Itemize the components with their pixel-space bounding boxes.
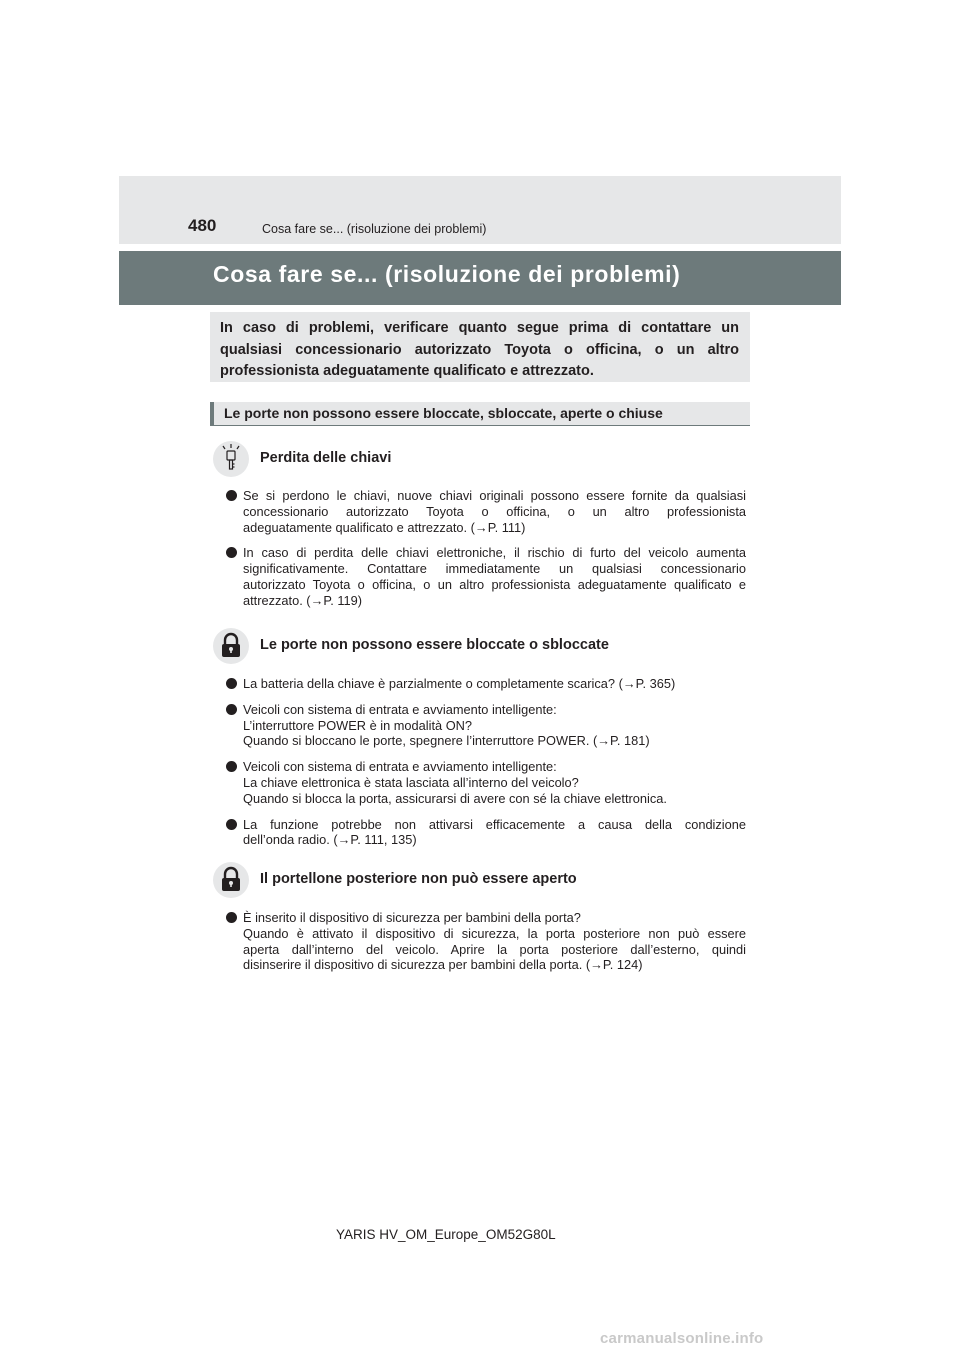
list-item: È inserito il dispositivo di sicurezza per bambini della porta? Quando è attivato il dispositivo di sicurezza, la porta posteriore non può essere aperta dall’interno del veicolo. Aprire la porta posteriore dall’esterno, quindi disinserire il dispositivo di sicurezza per bambini della porta. (→P. 124) xyxy=(226,910,746,973)
page-number: 480 xyxy=(188,216,217,235)
section-heading xyxy=(210,402,750,426)
section-heading-text: Le porte non possono essere bloccate, sbloccate, aperte o chiuse xyxy=(224,405,663,421)
bullet-list-tailgate xyxy=(226,910,746,983)
list-item: Veicoli con sistema di entrata e avviamento intelligente: L’interruttore POWER è in modalità ON? Quando si bloccano le porte, spegnere l’interruttore POWER. (→P. 181) xyxy=(226,702,746,749)
subsection-lost-keys xyxy=(212,440,752,480)
subsection-title: Perdita delle chiavi xyxy=(260,450,392,466)
list-item: La batteria della chiave è parzialmente o completamente scarica? (→P. 365) xyxy=(226,676,746,692)
bullet-list-lost-keys xyxy=(226,488,746,619)
running-head: Cosa fare se... (risoluzione dei problemi) xyxy=(262,222,487,236)
bullet-icon xyxy=(226,819,237,830)
bullet-icon xyxy=(226,704,237,715)
subsection-tailgate xyxy=(212,861,752,901)
padlock-icon xyxy=(212,627,250,665)
bullet-icon xyxy=(226,912,237,923)
list-item: La funzione potrebbe non attivarsi efficacemente a causa della condizione dell’onda radio. (→P. 111, 135) xyxy=(226,817,746,849)
bullet-icon xyxy=(226,678,237,689)
title-band xyxy=(119,251,841,305)
list-item: In caso di perdita delle chiavi elettroniche, il rischio di furto del veicolo aumenta significativamente. Contattare immediatamente un qualsiasi concessionario autorizzato Toyota o officina, o un altro professionista adeguatamente qualificato e attrezzato. (→P. 119) xyxy=(226,545,746,608)
subsection-title: Il portellone posteriore non può essere aperto xyxy=(260,871,577,887)
page-title: Cosa fare se... (risoluzione dei problemi) xyxy=(213,261,681,287)
key-icon xyxy=(212,440,250,478)
padlock-icon xyxy=(212,861,250,899)
bullet-icon xyxy=(226,490,237,501)
watermark: carmanualsonline.info xyxy=(600,1330,764,1347)
bullet-icon xyxy=(226,547,237,558)
bullet-icon xyxy=(226,761,237,772)
intro-box xyxy=(210,312,750,382)
footer-model-code: YARIS HV_OM_Europe_OM52G80L xyxy=(336,1227,556,1242)
bullet-list-lock-unlock xyxy=(226,676,746,858)
list-item: Se si perdono le chiavi, nuove chiavi originali possono essere fornite da qualsiasi concessionario autorizzato Toyota o officina, o un altro professionista adeguatamente qualificato e attrezzato. (→P. 111) xyxy=(226,488,746,535)
subsection-lock-unlock xyxy=(212,627,752,667)
intro-text: In caso di problemi, verificare quanto segue prima di contattare un qualsiasi concessionario autorizzato Toyota o officina, o un altro professionista adeguatamente qualificato e attrezzato. xyxy=(220,320,739,379)
list-item: Veicoli con sistema di entrata e avviamento intelligente: La chiave elettronica è stata lasciata all’interno del veicolo? Quando si blocca la porta, assicurarsi di avere con sé la chiave elettronica. xyxy=(226,759,746,806)
subsection-title: Le porte non possono essere bloccate o sbloccate xyxy=(260,637,609,653)
